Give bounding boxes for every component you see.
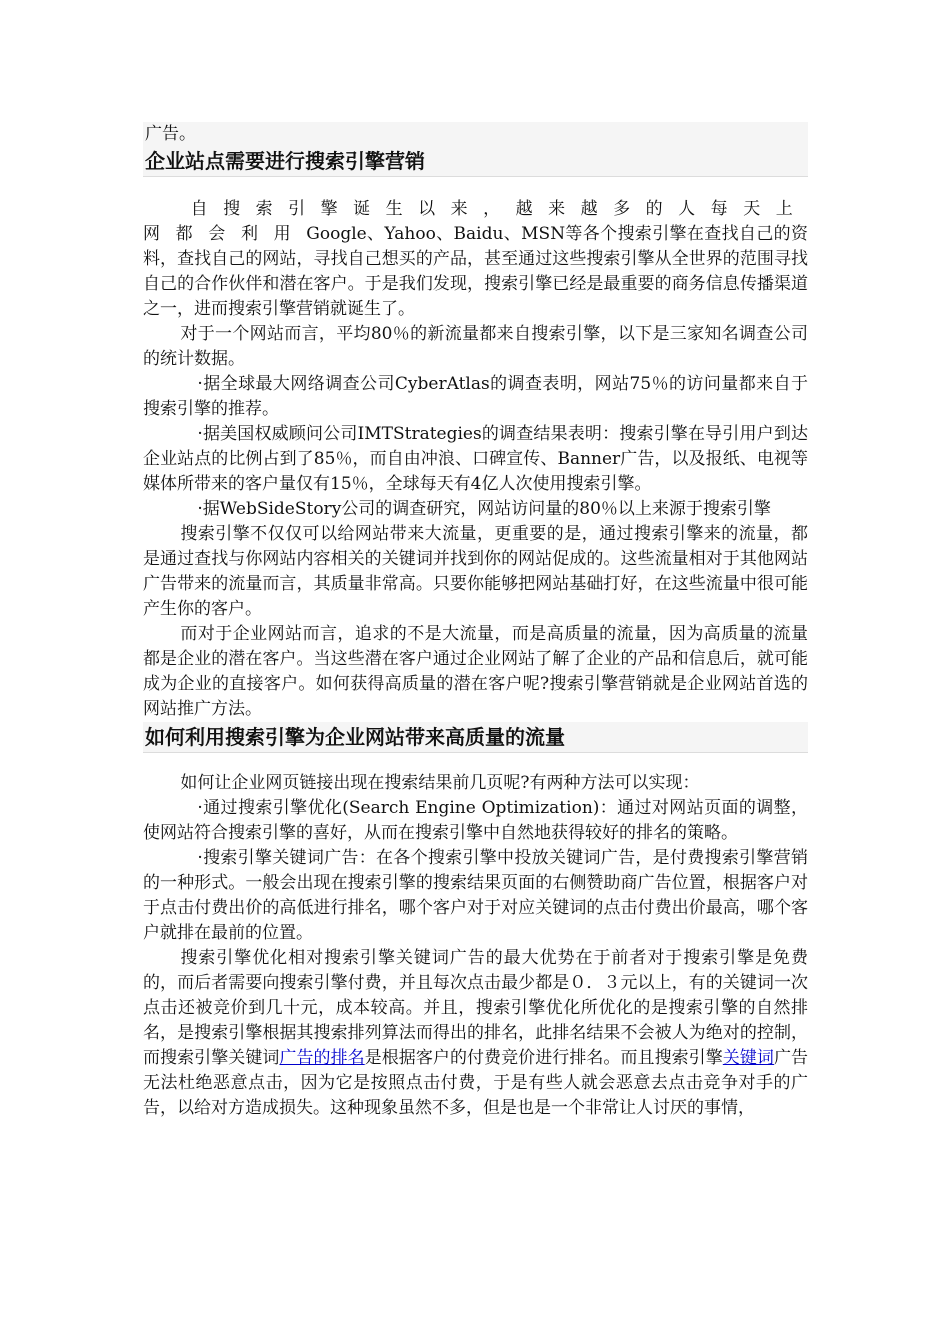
bullet-imtstrategies: ·据美国权威顾问公司IMTStrategies的调查结果表明：搜索引擎在导引用户到达企业站点的比例占到了85％，而自由冲浪、口碑宣传、Banner广告，以及报纸、电视等媒体所带来的客户量仅有15％，全球每天有4亿人次使用搜索引擎。 [143,424,808,494]
paragraph-stats-intro: 对于一个网站而言，平均80％的新流量都来自搜索引擎，以下是三家知名调查公司的统计数据。 [143,324,808,369]
spacer [143,177,808,197]
section-heading-1: 企业站点需要进行搜索引擎营销 [143,146,808,177]
paragraph-methods-intro: 如何让企业网页链接出现在搜索结果前几页呢?有两种方法可以实现： [180,773,700,793]
comparison-text-a: 搜索引擎优化相对搜索引擎关键词广告的最大优势在于前者对于搜索引擎是免费的，而后者需要向搜索引擎付费，并且每次点击最少都是０．３元以上，有的关键词一次点击还被竞价到几十元，成本较高。并且，搜索引擎优化所优化的是搜索引擎的自然排名，是搜索引擎根据其搜索排列算法而得出的排名，此排名结果不会被人为绝对的控制，而搜索引擎关键词 [143,948,808,1068]
paragraph-quality: 而对于企业网站而言，追求的不是大流量，而是高质量的流量，因为高质量的流量都是企业的潜在客户。当这些潜在客户通过企业网站了解了企业的产品和信息后，就可能成为企业的直接客户。如何获得高质量的潜在客户呢?搜索引擎营销就是企业网站首选的网站推广方法。 [143,624,808,719]
keyword-link[interactable]: 关键词 [722,1048,774,1068]
bullet-seo: ·通过搜索引擎优化(Search Engine Optimization)：通过对网站页面的调整，使网站符合搜索引擎的喜好，从而在搜索引擎中自然地获得较好的排名的策略。 [143,798,808,843]
comparison-text-b: 是根据客户的付费竞价进行排名。而且搜索引擎 [364,1048,723,1068]
paragraph-traffic: 搜索引擎不仅仅可以给网站带来大流量，更重要的是，通过搜索引擎来的流量，都是通过查找与你网站内容相关的关键词并找到你的网站促成的。这些流量相对于其他网站广告带来的流量而言，其质量非常高。只要你能够把网站基础打好，在这些流量中很可能产生你的客户。 [143,524,808,619]
comparison-text-c: 广告无法杜绝恶意点击，因为它是按照点击付费，于是有些人就会恶意去点击竞争对手的广告，以给对方造成损失。这种现象虽然不多，但是也是一个非常让人讨厌的事情， [143,1048,809,1118]
section-heading-2: 如何利用搜索引擎为企业网站带来高质量的流量 [143,722,808,753]
paragraph-intro [143,197,808,322]
paragraph-comparison [143,946,808,1121]
bullet-cyberatlas: ·据全球最大网络调查公司CyberAtlas的调查表明，网站75％的访问量都来自于搜索引擎的推荐。 [143,374,808,419]
spacer [143,753,808,771]
bullet-keyword-ads: ·搜索引擎关键词广告：在各个搜索引擎中投放关键词广告，是付费搜索引擎营销的一种形式。一般会出现在搜索引擎的搜索结果页面的右侧赞助商广告位置，根据客户对于点击付费出价的高低进行排名，哪个客户对于对应关键词的点击付费出价最高，哪个客户就排在最前的位置。 [143,848,808,943]
document-page [143,122,808,1121]
lead-line: 广告。 [143,122,808,146]
paragraph-intro-rest: Google、Yahoo、Baidu、MSN等各个搜索引擎在查找自己的资料，查找自己的网站，寻找自己想买的产品，甚至通过这些搜索引擎从全世界的范围寻找自己的合作伙伴和潜在客户。于是我们发现，搜索引擎已经是最重要的商务信息传播渠道之一，进而搜索引擎营销就诞生了。 [143,224,808,319]
ad-ranking-link[interactable]: 广告的排名 [279,1048,365,1068]
bullet-websidestory: ·据WebSideStory公司的调查研究，网站访问量的80％以上来源于搜索引擎 [197,499,771,519]
paragraph-intro-first-line: 自搜索引擎诞生以来，越来越多的人每天上网都会利用 [143,199,808,244]
